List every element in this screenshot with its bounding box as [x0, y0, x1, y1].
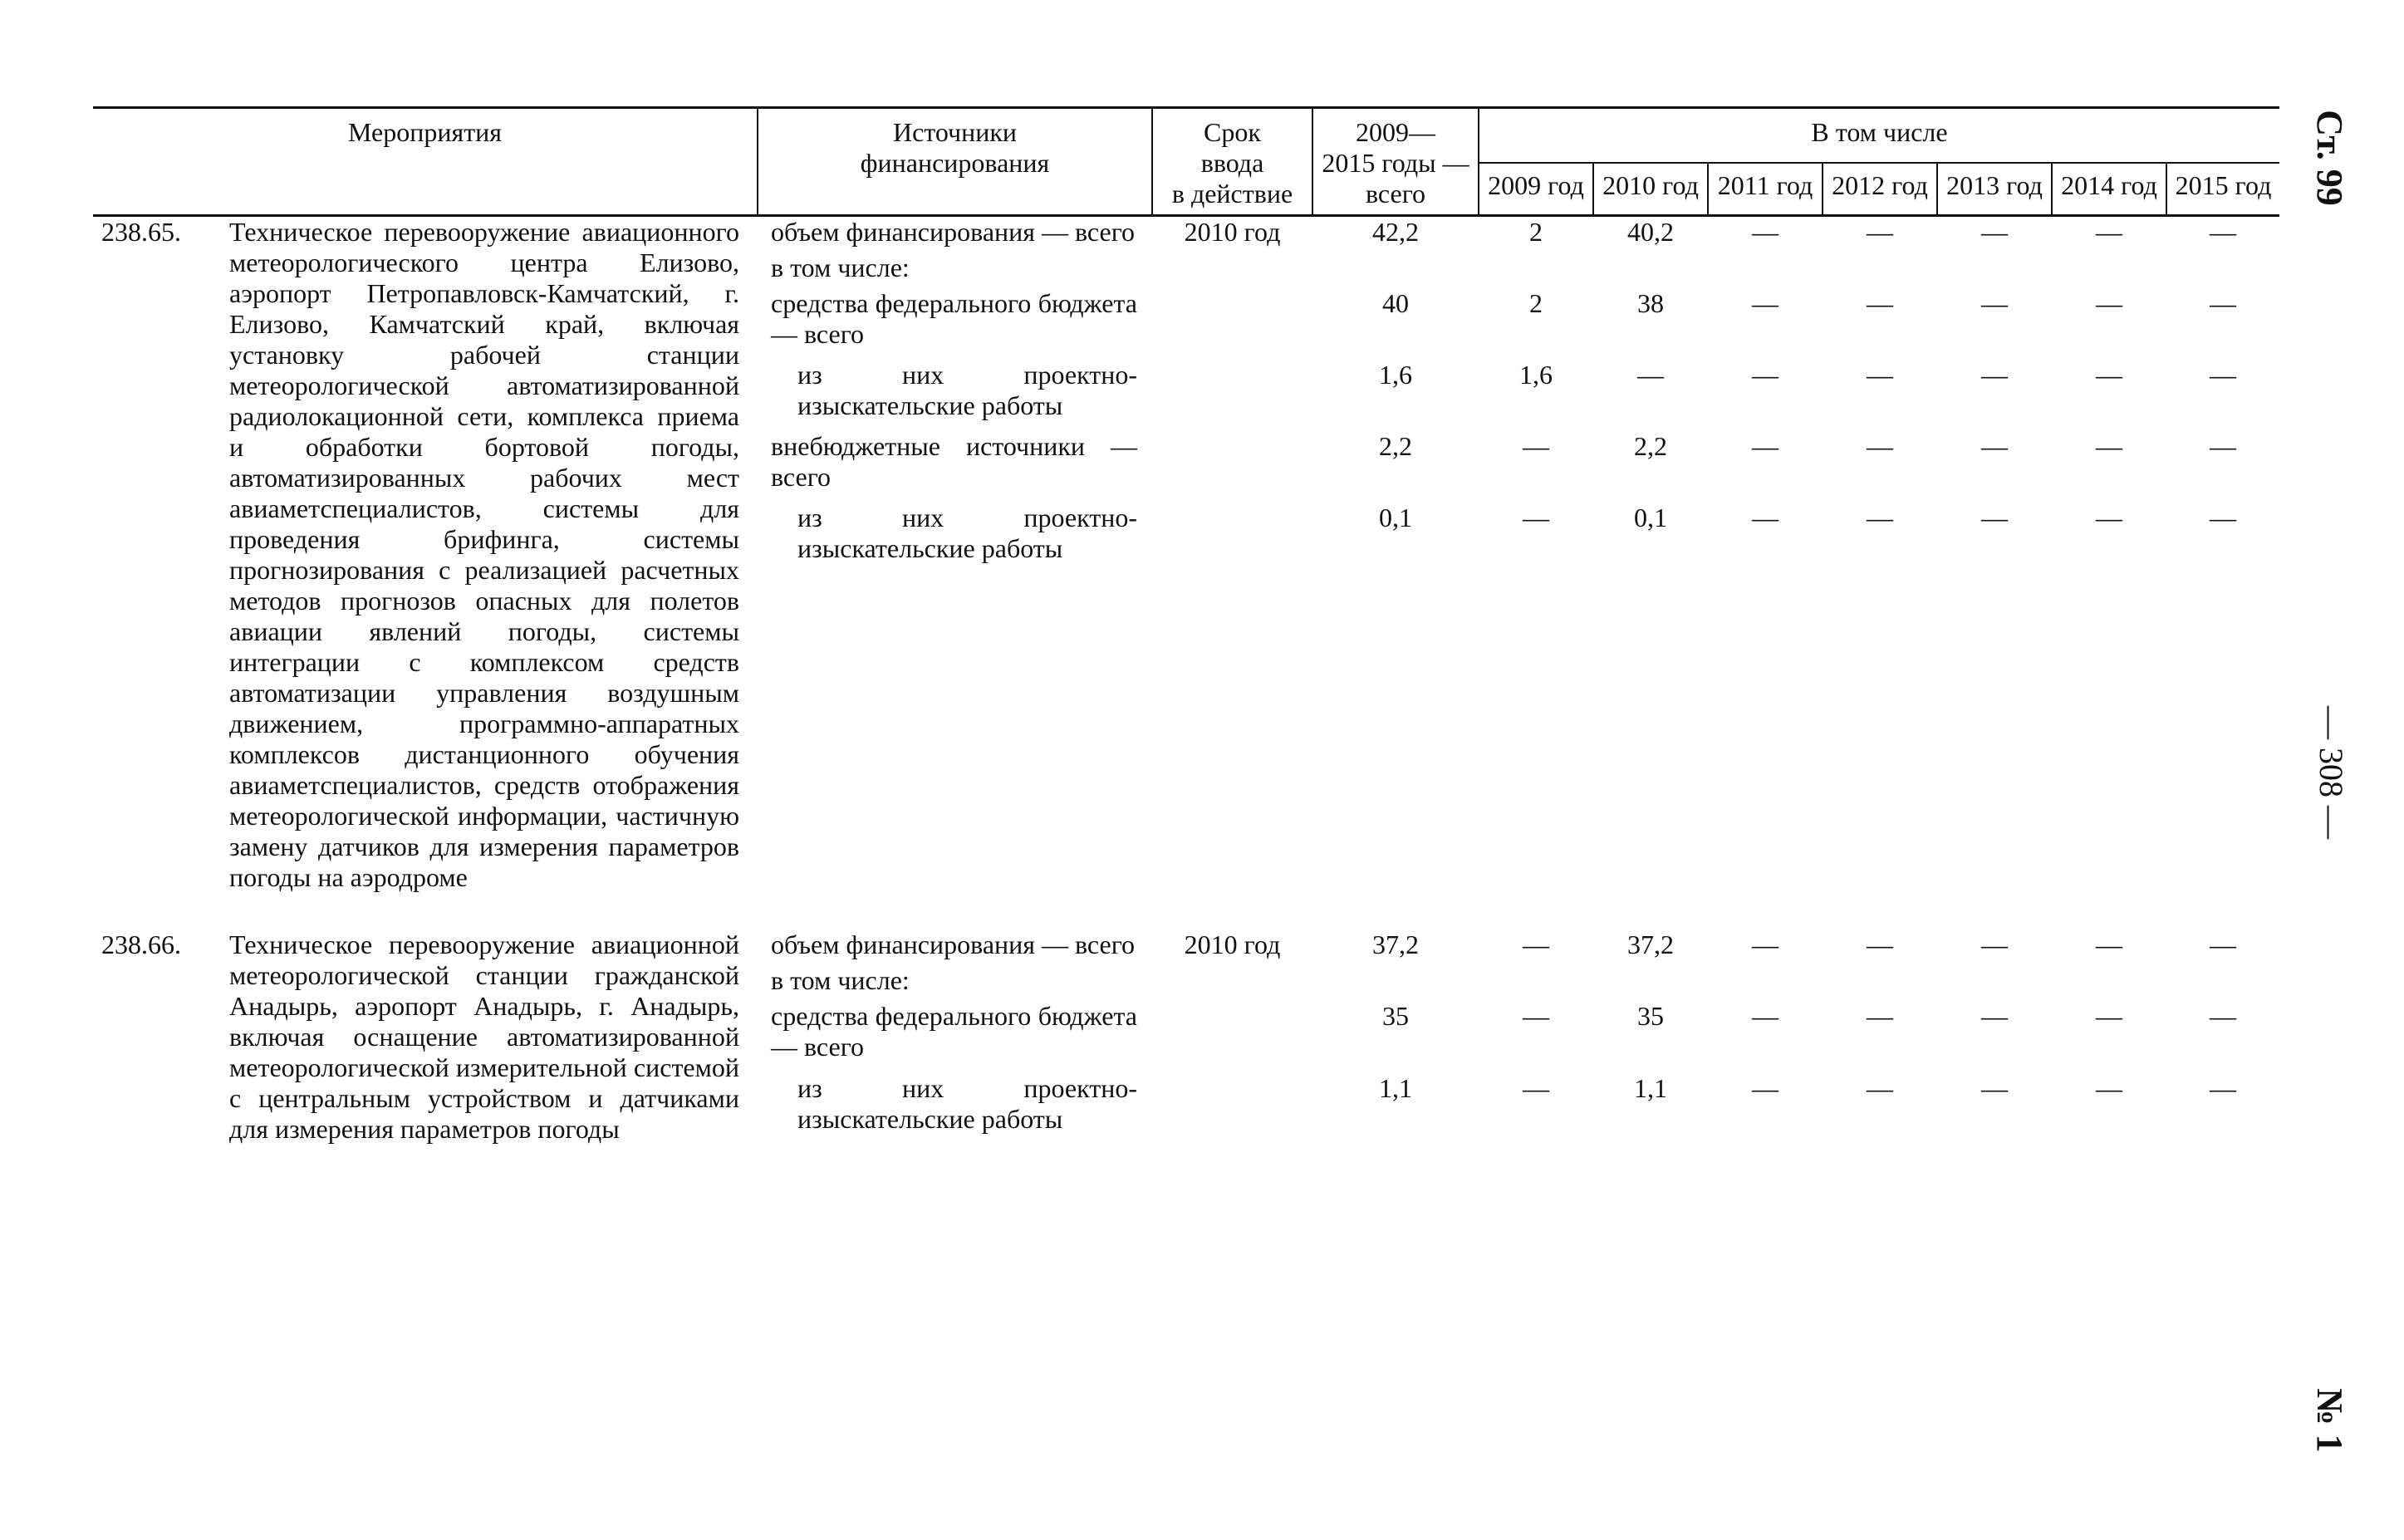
year-cell-2013 [1937, 965, 2052, 1001]
year-cell-2015 [2166, 965, 2279, 1001]
year-cell-2013: — [1981, 929, 2008, 959]
source-cell: из них проектно-изыскательские работы [797, 503, 1137, 563]
year-cell-2012 [1823, 253, 1937, 288]
header-deadline-line2: ввода [1200, 148, 1264, 178]
year-cell-2014 [2052, 253, 2166, 288]
year-cell-2015 [2166, 253, 2279, 288]
year-cell-2013: — [1981, 503, 2008, 532]
year-cell-2011: — [1752, 1001, 1778, 1032]
deadline-cell: 2010 год [1184, 217, 1281, 247]
year-cell-2010: 2,2 [1634, 431, 1667, 462]
year-cell-2012: — [1867, 431, 1893, 462]
source-cell: объем финансирования — всего [771, 929, 1136, 959]
total-cell [1312, 253, 1479, 288]
year-cell-2009: 2 [1529, 217, 1543, 247]
year-cell-2013 [1937, 253, 2052, 288]
year-cell-2011: — [1752, 288, 1778, 319]
year-cell-2010: 40,2 [1627, 217, 1674, 247]
header-year-2011: 2011 год [1708, 163, 1823, 216]
source-cell: средства федерального бюджета — всего [771, 288, 1137, 350]
year-cell-2009: — [1523, 929, 1549, 959]
year-cell-2012: — [1867, 1072, 1893, 1103]
total-cell: 1,1 [1379, 1072, 1412, 1103]
year-cell-2014: — [2096, 929, 2122, 959]
year-cell-2015: — [2210, 288, 2236, 319]
year-cell-2013: — [1981, 431, 2008, 462]
entry-description: Техническое перевооружение авиационного метеорологического центра Елизово, аэропорт Петропавловск-Камчатский, г. Елизово, Камчатский край, включая установку рабочей станции метеорологической автоматизированной радиолокационной сети, комплекса приема и обработки бортовой погоды, автоматизированных рабочих мест авиаметспециалистов, системы для проведения брифинга, системы прогнозирования с реализацией расчетных методов прогнозов опасных для полетов авиации явлений погоды, системы интеграции с комплексом средств автоматизации управления воздушным движением, программно-аппаратных комплексов дистанционного обучения авиаметспециалистов, средств отображения метеорологической информации, частичную замену датчиков для измерения параметров погоды на аэродроме [229, 217, 739, 892]
page-number: — 308 — [2313, 706, 2350, 839]
year-cell-2010 [1593, 253, 1708, 288]
year-cell-2011: — [1752, 503, 1778, 532]
year-cell-2009: — [1523, 1001, 1549, 1032]
year-cell-2009 [1479, 965, 1593, 1001]
financing-table [93, 106, 2279, 1145]
header-year-2014: 2014 год [2052, 163, 2166, 216]
year-cell-2010: 0,1 [1634, 503, 1667, 532]
year-cell-2011: — [1752, 217, 1778, 247]
deadline-cell [1152, 1073, 1312, 1145]
total-cell: 1,6 [1379, 360, 1412, 390]
year-cell-2009: 2 [1529, 288, 1543, 319]
total-cell: 0,1 [1379, 503, 1412, 532]
year-cell-2014: — [2096, 288, 2122, 319]
year-cell-2011: — [1752, 1072, 1778, 1103]
header-deadline-line3: в действие [1171, 179, 1293, 208]
year-cell-2014: — [2096, 217, 2122, 247]
deadline-cell [1152, 360, 1312, 431]
year-cell-2009: 1,6 [1519, 360, 1553, 390]
entry-number: 238.66. [101, 929, 181, 959]
header-total-line3: всего [1365, 179, 1426, 208]
year-cell-2010: 35 [1637, 1001, 1664, 1032]
deadline-cell [1152, 965, 1312, 1001]
year-cell-2009 [1479, 253, 1593, 288]
year-cell-2014: — [2096, 503, 2122, 532]
year-cell-2012: — [1867, 929, 1893, 959]
year-cell-2013: — [1981, 288, 2008, 319]
year-cell-2011 [1708, 965, 1823, 1001]
header-year-2012: 2012 год [1823, 163, 1937, 216]
deadline-cell [1152, 253, 1312, 288]
year-cell-2014: — [2096, 431, 2122, 462]
year-cell-2013: — [1981, 217, 2008, 247]
deadline-cell: 2010 год [1184, 929, 1281, 959]
year-cell-2010: 1,1 [1634, 1072, 1667, 1103]
deadline-cell [1152, 288, 1312, 360]
row-spacer [93, 893, 2279, 929]
year-cell-2011 [1708, 253, 1823, 288]
total-cell: 37,2 [1372, 929, 1419, 959]
year-cell-2013: — [1981, 360, 2008, 390]
header-year-2009: 2009 год [1479, 163, 1593, 216]
table-row [93, 929, 2279, 965]
year-cell-2013: — [1981, 1001, 2008, 1032]
year-cell-2010: 37,2 [1627, 929, 1674, 959]
header-total-line2: 2015 годы — [1322, 148, 1469, 178]
year-cell-2009: — [1523, 503, 1549, 532]
year-cell-2012: — [1867, 1001, 1893, 1032]
source-cell: в том числе: [771, 253, 910, 283]
year-cell-2012: — [1867, 360, 1893, 390]
total-cell: 42,2 [1372, 217, 1419, 247]
year-cell-2015: — [2210, 360, 2236, 390]
year-cell-2010: 38 [1637, 288, 1664, 319]
deadline-cell [1152, 1001, 1312, 1072]
year-cell-2009: — [1523, 1072, 1549, 1103]
year-cell-2015: — [2210, 929, 2236, 959]
year-cell-2012: — [1867, 217, 1893, 247]
total-cell: 35 [1382, 1001, 1409, 1032]
year-cell-2009: — [1523, 431, 1549, 462]
source-cell: из них проектно-изыскательские работы [797, 1072, 1137, 1134]
deadline-cell [1152, 503, 1312, 893]
total-cell [1312, 965, 1479, 1001]
year-cell-2015: — [2210, 1072, 2236, 1103]
year-cell-2013: — [1981, 1072, 2008, 1103]
year-cell-2014: — [2096, 360, 2122, 390]
table-row [93, 216, 2279, 253]
header-year-2015: 2015 год [2166, 163, 2279, 216]
header-year-2013: 2013 год [1937, 163, 2052, 216]
header-measures: Мероприятия [93, 108, 758, 216]
entry-number: 238.65. [101, 217, 181, 247]
header-sources-line1: Источники [892, 117, 1018, 147]
page-section-label: Ст. 99 [2309, 110, 2350, 206]
year-cell-2015: — [2210, 431, 2236, 462]
year-cell-2011: — [1752, 929, 1778, 959]
header-sources [758, 108, 1152, 216]
entry-description: Техническое перевооружение авиационной метеорологической станции гражданской Анадырь, аэропорт Анадырь, г. Анадырь, включая оснащение автоматизированной метеорологической измерительной системой с центральным устройством и датчиками для измерения параметров погоды [229, 929, 739, 1144]
header-sources-line2: финансирования [860, 148, 1050, 178]
year-cell-2011: — [1752, 431, 1778, 462]
year-cell-2015: — [2210, 217, 2236, 247]
year-cell-2012: — [1867, 503, 1893, 532]
table-header [93, 108, 2279, 216]
year-cell-2015: — [2210, 1001, 2236, 1032]
source-cell: средства федерального бюджета — всего [771, 1001, 1137, 1062]
header-total [1312, 108, 1479, 216]
issue-number: № 1 [2309, 1388, 2350, 1453]
year-cell-2011: — [1752, 360, 1778, 390]
deadline-cell [1152, 431, 1312, 503]
header-total-line1: 2009— [1356, 117, 1435, 147]
source-cell: объем финансирования — всего [771, 217, 1136, 247]
year-cell-2014 [2052, 965, 2166, 1001]
source-cell: в том числе: [771, 965, 910, 996]
total-cell: 40 [1382, 288, 1409, 319]
table-body [93, 216, 2279, 1145]
year-cell-2010 [1593, 965, 1708, 1001]
source-cell: из них проектно-изыскательские работы [797, 360, 1137, 421]
year-cell-2012 [1823, 965, 1937, 1001]
header-deadline [1152, 108, 1312, 216]
header-year-2010: 2010 год [1593, 163, 1708, 216]
year-cell-2015: — [2210, 503, 2236, 532]
total-cell: 2,2 [1379, 431, 1412, 462]
header-deadline-line1: Срок [1204, 117, 1261, 147]
year-cell-2012: — [1867, 288, 1893, 319]
source-cell: внебюджетные источники — всего [771, 431, 1137, 493]
header-including: В том числе [1479, 108, 2279, 163]
year-cell-2014: — [2096, 1072, 2122, 1103]
year-cell-2010: — [1637, 360, 1664, 390]
year-cell-2014: — [2096, 1001, 2122, 1032]
